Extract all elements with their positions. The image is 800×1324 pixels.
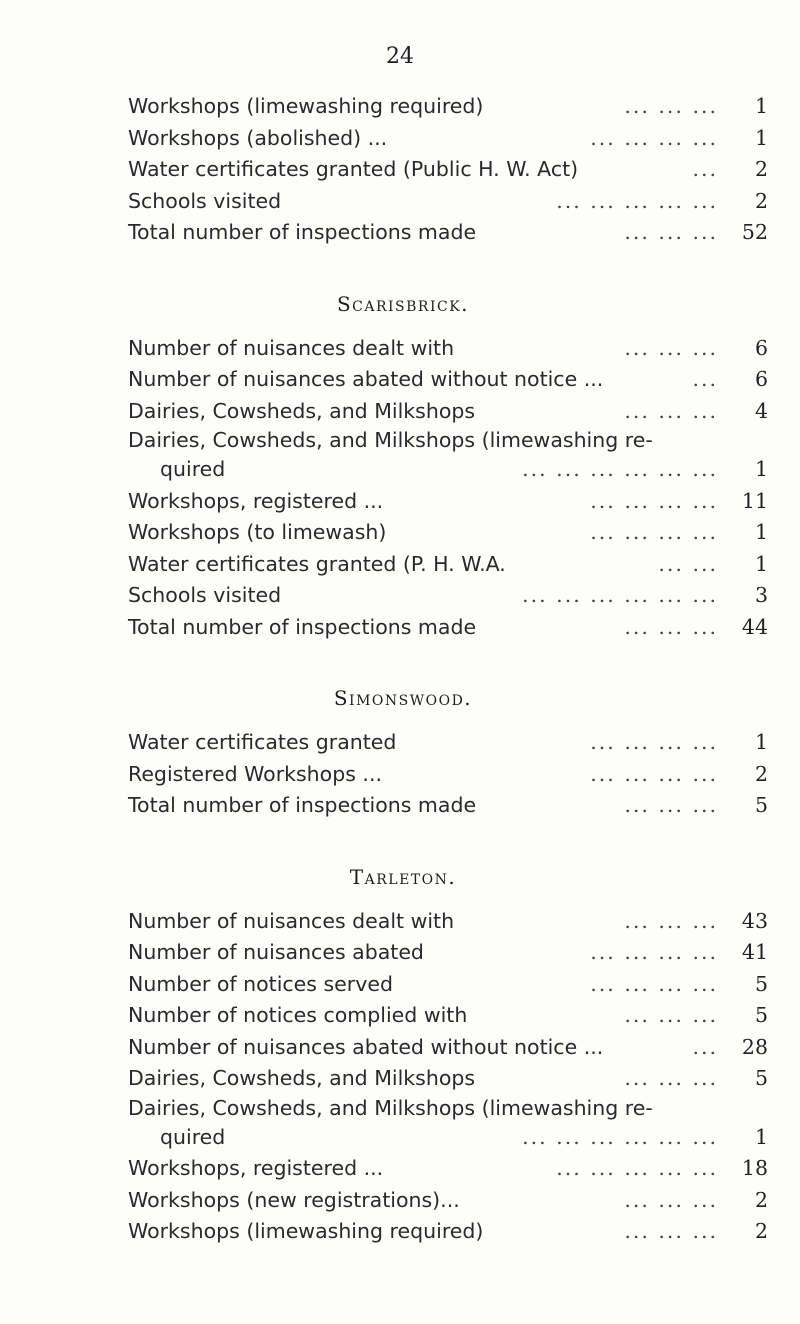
entry-label: Total number of inspections made bbox=[128, 790, 484, 822]
entry-label: Registered Workshops ... bbox=[128, 759, 390, 791]
entry-value: 18 bbox=[741, 1156, 768, 1180]
entry-label: Dairies, Cowsheds, and Milkshops (limewashing re- bbox=[128, 1095, 653, 1120]
entry-label: Workshops, registered ... bbox=[128, 486, 391, 518]
entry-row bbox=[128, 427, 768, 454]
entry-row bbox=[128, 727, 768, 759]
leader-dots: ... ... ... ... ... ... bbox=[522, 583, 718, 607]
leader-dots: ... ... ... ... bbox=[590, 761, 718, 786]
entry-value: 11 bbox=[741, 488, 768, 513]
entry-label: Water certificates granted (Public H. W. Act) bbox=[128, 154, 586, 186]
entry-label: Workshops, registered ... bbox=[128, 1153, 391, 1185]
entry-row bbox=[128, 186, 768, 218]
entry-value: 2 bbox=[754, 1219, 768, 1243]
entry-label: Number of notices served bbox=[128, 969, 401, 1001]
entry-label: Schools visited bbox=[128, 186, 289, 218]
entry-label: Workshops (limewashing required) bbox=[128, 91, 491, 123]
entry-label: Water certificates granted bbox=[128, 727, 404, 759]
entry-value: 1 bbox=[754, 520, 768, 544]
entry-value: 1 bbox=[754, 730, 768, 754]
entry-label: Dairies, Cowsheds, and Milkshops bbox=[128, 396, 483, 428]
entry-row bbox=[128, 1063, 768, 1095]
leader-dots: ... ... ... bbox=[624, 1066, 718, 1090]
leader-dots: ... bbox=[692, 1034, 718, 1059]
leader-dots: ... bbox=[692, 367, 718, 391]
entry-value: 2 bbox=[754, 761, 768, 786]
entry-value: 1 bbox=[754, 125, 768, 150]
entry-row bbox=[128, 486, 768, 518]
leader-dots: ... ... ... ... bbox=[590, 730, 718, 754]
entry-label: Number of nuisances dealt with bbox=[128, 906, 462, 938]
entry-label: Workshops (new registrations)... bbox=[128, 1185, 468, 1217]
entry-label: Water certificates granted (P. H. W.A. bbox=[128, 549, 514, 581]
leader-dots: ... ... ... ... ... ... bbox=[522, 1124, 718, 1149]
entry-label: Total number of inspections made bbox=[128, 612, 484, 644]
entry-value: 3 bbox=[754, 583, 768, 607]
entry-value: 1 bbox=[754, 551, 768, 576]
entry-value: 28 bbox=[741, 1034, 768, 1059]
leader-dots: ... ... ... ... ... bbox=[556, 1156, 718, 1180]
section-heading: Simonswood. bbox=[333, 686, 473, 710]
entry-value: 41 bbox=[741, 940, 768, 964]
entry-row bbox=[128, 937, 768, 969]
entry-value: 6 bbox=[754, 367, 768, 391]
leader-dots: ... ... ... ... bbox=[590, 125, 718, 150]
leader-dots: ... ... ... bbox=[624, 793, 718, 817]
leader-dots: ... ... ... ... ... ... bbox=[522, 457, 718, 481]
entry-value: 5 bbox=[754, 1066, 768, 1090]
leader-dots: ... ... ... bbox=[624, 614, 718, 639]
leader-dots: ... ... ... bbox=[624, 1219, 718, 1243]
entry-row bbox=[128, 1000, 768, 1032]
entry-label: Workshops (to limewash) bbox=[128, 517, 394, 549]
entry-value: 1 bbox=[754, 1124, 768, 1149]
entry-row bbox=[128, 1185, 768, 1217]
leader-dots: ... ... ... bbox=[624, 1003, 718, 1027]
entry-row bbox=[128, 91, 768, 123]
entry-row bbox=[128, 969, 768, 1001]
leader-dots: ... ... ... bbox=[624, 1187, 718, 1212]
entry-row bbox=[128, 1122, 768, 1154]
leader-dots: ... ... ... bbox=[624, 908, 718, 933]
entry-row bbox=[128, 1216, 768, 1248]
entry-value: 43 bbox=[741, 908, 768, 933]
section-gap bbox=[128, 249, 768, 275]
leader-dots: ... ... ... bbox=[624, 94, 718, 118]
entry-value: 1 bbox=[754, 94, 768, 118]
entry-row bbox=[128, 154, 768, 186]
entry-row bbox=[128, 364, 768, 396]
page-number: 24 bbox=[386, 44, 414, 69]
entry-label: Number of nuisances dealt with bbox=[128, 333, 462, 365]
leader-dots: ... ... ... bbox=[624, 398, 718, 423]
entry-value: 2 bbox=[754, 188, 768, 213]
section-heading: Scarisbrick. bbox=[336, 291, 470, 316]
leader-dots: ... ... ... ... bbox=[590, 520, 718, 544]
entry-row bbox=[128, 123, 768, 155]
entry-value: 5 bbox=[754, 971, 768, 996]
section-gap bbox=[128, 643, 768, 669]
entry-value: 5 bbox=[754, 793, 768, 817]
entry-label: Number of notices complied with bbox=[128, 1000, 475, 1032]
entry-row bbox=[128, 396, 768, 428]
entry-value: 52 bbox=[741, 220, 768, 244]
entry-value: 5 bbox=[754, 1003, 768, 1027]
leader-dots: ... bbox=[692, 157, 718, 181]
report-content bbox=[128, 91, 768, 1248]
entry-row bbox=[128, 612, 768, 644]
leader-dots: ... ... ... ... ... bbox=[556, 188, 718, 213]
entry-value: 2 bbox=[754, 157, 768, 181]
entry-label: Dairies, Cowsheds, and Milkshops bbox=[128, 1063, 483, 1095]
entry-label: Number of nuisances abated without notice ... bbox=[128, 364, 611, 396]
leader-dots: ... ... ... bbox=[624, 335, 718, 360]
entry-label: Total number of inspections made bbox=[128, 217, 484, 249]
entry-value: 44 bbox=[741, 614, 768, 639]
entry-value: 4 bbox=[754, 398, 768, 423]
entry-label-continuation: quired bbox=[160, 1122, 233, 1154]
leader-dots: ... ... ... ... bbox=[590, 971, 718, 996]
entry-row bbox=[128, 1032, 768, 1064]
section-gap bbox=[128, 822, 768, 848]
leader-dots: ... ... ... ... bbox=[590, 940, 718, 964]
entry-label: Workshops (abolished) ... bbox=[128, 123, 395, 155]
entry-label: Number of nuisances abated without notice ... bbox=[128, 1032, 611, 1064]
entry-row bbox=[128, 906, 768, 938]
leader-dots: ... ... ... ... bbox=[590, 488, 718, 513]
entry-row bbox=[128, 1153, 768, 1185]
entry-row bbox=[128, 580, 768, 612]
entry-label: Number of nuisances abated bbox=[128, 937, 432, 969]
leader-dots: ... ... ... bbox=[624, 220, 718, 244]
entry-row bbox=[128, 759, 768, 791]
entry-value: 6 bbox=[754, 335, 768, 360]
entry-label-continuation: quired bbox=[160, 454, 233, 486]
entry-row bbox=[128, 1095, 768, 1122]
entry-value: 2 bbox=[754, 1187, 768, 1212]
entry-row bbox=[128, 454, 768, 486]
entry-label: Workshops (limewashing required) bbox=[128, 1216, 491, 1248]
entry-row bbox=[128, 333, 768, 365]
entry-row bbox=[128, 517, 768, 549]
entry-value: 1 bbox=[754, 457, 768, 481]
entry-label: Schools visited bbox=[128, 580, 289, 612]
section-heading: Tarleton. bbox=[349, 864, 457, 889]
leader-dots: ... ... bbox=[658, 551, 718, 576]
entry-row bbox=[128, 217, 768, 249]
entry-row bbox=[128, 549, 768, 581]
entry-label: Dairies, Cowsheds, and Milkshops (limewashing re- bbox=[128, 428, 653, 452]
entry-row bbox=[128, 790, 768, 822]
